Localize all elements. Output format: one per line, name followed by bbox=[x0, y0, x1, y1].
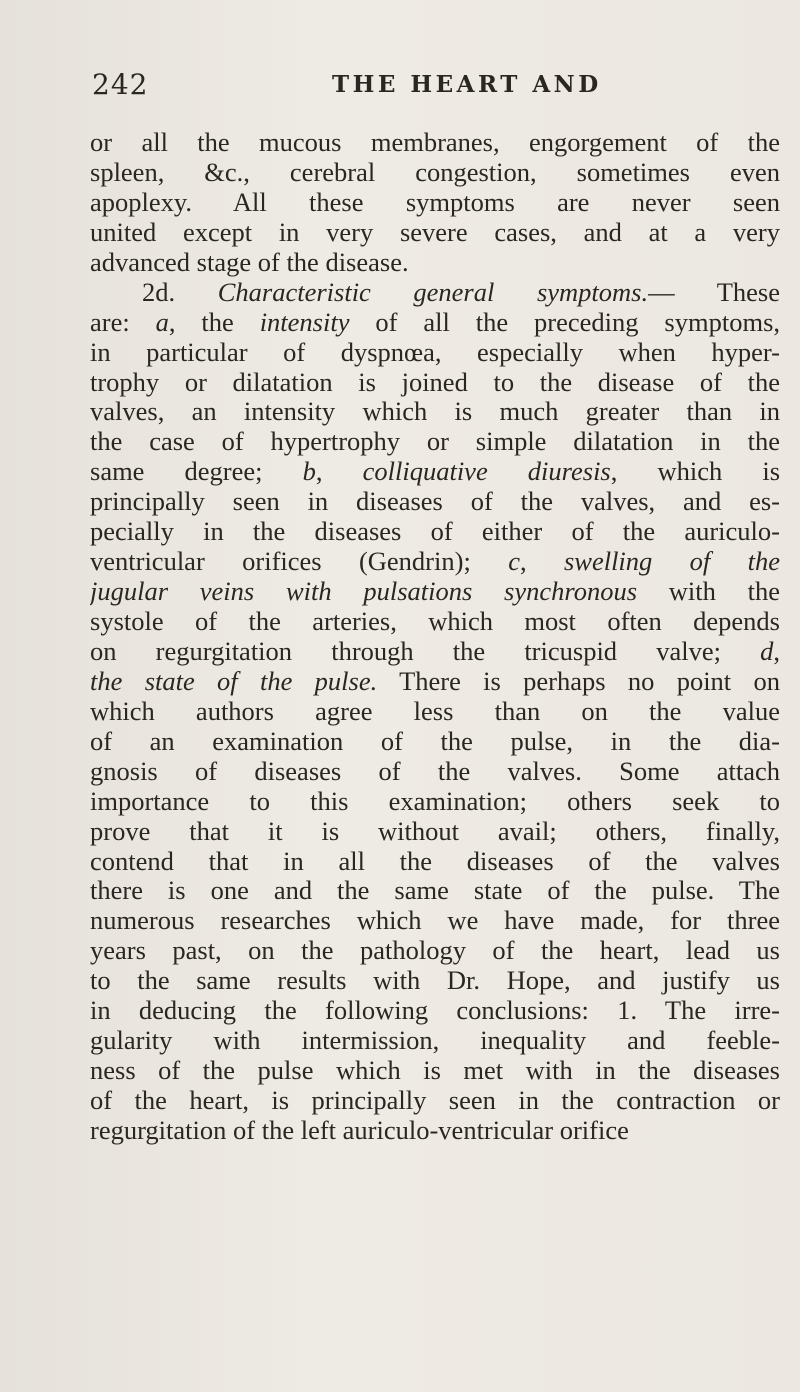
page-header bbox=[92, 68, 782, 108]
text-span: there is one and the same state of the pulse. The bbox=[90, 876, 780, 906]
running-head: THE HEART AND bbox=[332, 71, 602, 98]
text-line bbox=[90, 278, 780, 308]
text-span: years past, on the pathology of the heart, lead us bbox=[90, 936, 780, 966]
italic-text: Characteristic general symptoms. bbox=[217, 277, 649, 307]
text-span: to the same results with Dr. Hope, and justify us bbox=[90, 966, 780, 996]
text-span: gularity with intermission, inequality and feeble- bbox=[90, 1026, 780, 1056]
italic-text: swelling of the bbox=[563, 547, 780, 577]
text-line bbox=[90, 218, 780, 248]
text-span: advanced stage of the disease. bbox=[90, 247, 409, 277]
text-span: pecially in the diseases of either of the auriculo- bbox=[90, 517, 780, 547]
italic-text: jugular veins with pulsations synchronous bbox=[90, 577, 638, 607]
text-line bbox=[90, 248, 780, 278]
text-span: , which is bbox=[610, 457, 780, 487]
text-span: , bbox=[519, 547, 564, 577]
text-span: same degree; bbox=[90, 457, 303, 487]
text-line bbox=[90, 577, 780, 607]
text-line bbox=[90, 727, 780, 757]
text-line bbox=[90, 1026, 780, 1056]
text-span: in particular of dyspnœa, especially when hyper- bbox=[90, 337, 780, 367]
italic-text: a bbox=[155, 307, 169, 337]
text-line bbox=[90, 427, 780, 457]
text-span: valves, an intensity which is much greater than in bbox=[90, 397, 780, 427]
body-text bbox=[90, 128, 780, 1146]
text-span: ventricular orifices (Gendrin); bbox=[90, 547, 509, 577]
text-span: in deducing the following conclusions: 1. The irre- bbox=[90, 996, 780, 1026]
text-span: gnosis of diseases of the valves. Some attach bbox=[90, 756, 780, 786]
text-line bbox=[90, 876, 780, 906]
text-span: — These bbox=[648, 277, 780, 307]
text-line bbox=[90, 697, 780, 727]
text-span: systole of the arteries, which most often depends bbox=[90, 607, 780, 636]
text-line bbox=[90, 547, 780, 577]
text-span: There is perhaps no point on bbox=[377, 666, 780, 696]
italic-text: c bbox=[508, 547, 520, 577]
text-span: contend that in all the diseases of the valves bbox=[90, 846, 780, 876]
italic-text: d bbox=[760, 636, 774, 666]
text-span: trophy or dilatation is joined to the disease of the bbox=[90, 367, 780, 397]
text-span: of an examination of the pulse, in the dia- bbox=[90, 726, 780, 756]
text-line bbox=[90, 1086, 780, 1116]
italic-text: the state of the pulse. bbox=[90, 666, 378, 696]
text-span: , the bbox=[168, 307, 260, 337]
page-number: 242 bbox=[92, 68, 149, 101]
text-span: the case of hypertrophy or simple dilatation in the bbox=[90, 427, 780, 457]
text-span: spleen, &c., cerebral congestion, sometimes even bbox=[90, 157, 780, 187]
text-line bbox=[90, 936, 780, 966]
text-line bbox=[90, 996, 780, 1026]
italic-text: colliquative diuresis bbox=[362, 457, 611, 487]
text-line bbox=[90, 667, 780, 697]
text-span: which authors agree less than on the value bbox=[90, 696, 780, 726]
text-span: 2d. bbox=[142, 277, 218, 307]
italic-text: b bbox=[302, 457, 316, 487]
text-span: of the heart, is principally seen in the contraction or bbox=[90, 1086, 780, 1115]
text-line bbox=[90, 847, 780, 877]
text-line bbox=[90, 817, 780, 847]
text-span: of all the preceding symptoms, bbox=[349, 307, 780, 337]
text-line bbox=[90, 338, 780, 368]
text-span: importance to this examination; others seek to bbox=[90, 786, 780, 816]
text-span: ness of the pulse which is met with in the diseases bbox=[90, 1056, 780, 1086]
text-span: principally seen in diseases of the valves, and es- bbox=[90, 487, 780, 517]
text-span: are: bbox=[90, 307, 156, 337]
text-line bbox=[90, 906, 780, 936]
text-line bbox=[90, 457, 780, 487]
text-line bbox=[90, 158, 780, 188]
text-span: numerous researches which we have made, for three bbox=[90, 906, 780, 936]
italic-text: intensity bbox=[259, 307, 350, 337]
text-line bbox=[90, 487, 780, 517]
text-span: regurgitation of the left auriculo-ventricular orifice bbox=[90, 1115, 629, 1145]
text-line bbox=[90, 757, 780, 787]
text-span: or all the mucous membranes, engorgement of the bbox=[90, 128, 780, 157]
text-line bbox=[90, 607, 780, 637]
text-line bbox=[90, 128, 780, 158]
text-span: united except in very severe cases, and at a very bbox=[90, 217, 780, 247]
text-line bbox=[90, 966, 780, 996]
text-line bbox=[90, 368, 780, 398]
text-line bbox=[90, 188, 780, 218]
text-span: , bbox=[773, 636, 780, 666]
text-line bbox=[90, 308, 780, 338]
text-span: prove that it is without avail; others, finally, bbox=[90, 816, 780, 846]
text-line bbox=[90, 787, 780, 817]
text-line bbox=[90, 1116, 780, 1146]
text-line bbox=[90, 1056, 780, 1086]
text-span: with the bbox=[637, 577, 780, 607]
text-span: on regurgitation through the tricuspid valve; bbox=[90, 636, 761, 666]
text-span: apoplexy. All these symptoms are never seen bbox=[90, 187, 780, 217]
text-line bbox=[90, 637, 780, 667]
text-line bbox=[90, 517, 780, 547]
text-span: , bbox=[315, 457, 363, 487]
text-line bbox=[90, 397, 780, 427]
